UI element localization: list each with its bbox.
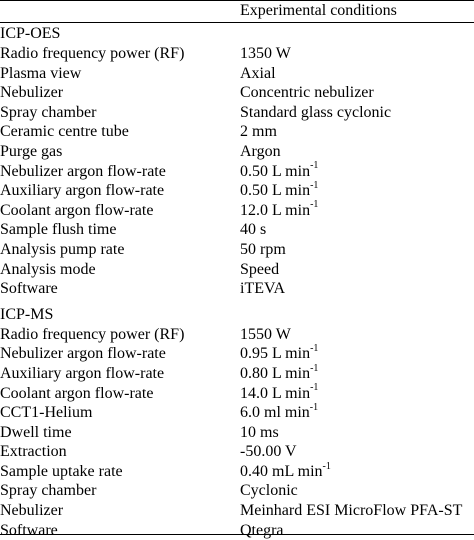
table-row bbox=[0, 344, 474, 364]
value-text: 0.80 L min bbox=[240, 364, 311, 382]
table-row bbox=[0, 403, 474, 423]
value-text: -50.00 V bbox=[240, 443, 297, 461]
value-text: 14.0 L min bbox=[240, 384, 311, 402]
parameter-value bbox=[240, 364, 318, 384]
value-text: 1550 W bbox=[240, 325, 291, 343]
table-row bbox=[0, 364, 474, 384]
table-row bbox=[0, 442, 474, 462]
table-row bbox=[0, 201, 474, 221]
table-row bbox=[0, 423, 474, 443]
parameter-value bbox=[240, 103, 391, 123]
value-text: 0.50 L min bbox=[240, 182, 311, 200]
value-text: Axial bbox=[240, 64, 276, 82]
parameter-name: Analysis pump rate bbox=[0, 240, 125, 258]
parameter-name: Software bbox=[0, 521, 58, 539]
unit-exponent: -1 bbox=[310, 160, 319, 172]
value-text: 0.40 mL min bbox=[240, 462, 323, 480]
table-row bbox=[0, 142, 474, 162]
parameter-name: Spray chamber bbox=[0, 103, 97, 121]
value-text: 50 rpm bbox=[240, 240, 286, 258]
unit-exponent: -1 bbox=[310, 342, 319, 354]
parameter-name: Sample flush time bbox=[0, 221, 117, 239]
table-row bbox=[0, 103, 474, 123]
table-row bbox=[0, 181, 474, 201]
parameter-name: Radio frequency power (RF) bbox=[0, 45, 185, 62]
table-row bbox=[0, 325, 474, 345]
value-text: Meinhard ESI MicroFlow PFA-ST bbox=[240, 502, 463, 520]
parameter-name: Radio frequency power (RF) bbox=[0, 325, 185, 343]
table-row bbox=[0, 44, 474, 64]
parameter-name: Ceramic centre tube bbox=[0, 123, 129, 141]
parameter-name: Nebulizer argon flow-rate bbox=[0, 345, 166, 363]
unit-exponent: -1 bbox=[322, 460, 331, 472]
parameter-name: Plasma view bbox=[0, 64, 82, 82]
parameter-value bbox=[240, 521, 284, 540]
parameter-value bbox=[240, 403, 318, 423]
value-text: Qtegra bbox=[240, 521, 284, 539]
parameter-name: Coolant argon flow-rate bbox=[0, 384, 154, 402]
parameter-name: Nebulizer bbox=[0, 502, 64, 520]
parameter-value bbox=[240, 122, 277, 142]
table-row bbox=[0, 64, 474, 84]
table-row bbox=[0, 260, 474, 280]
parameter-value bbox=[240, 44, 291, 64]
parameter-name: Dwell time bbox=[0, 423, 72, 441]
table-row bbox=[0, 481, 474, 501]
parameter-name: Coolant argon flow-rate bbox=[0, 201, 154, 219]
parameter-value bbox=[240, 501, 462, 521]
value-text: Argon bbox=[240, 142, 281, 160]
section-title-row bbox=[0, 24, 474, 44]
value-text: 10 ms bbox=[240, 423, 279, 441]
parameter-value bbox=[240, 64, 276, 84]
table-header-rule bbox=[0, 22, 474, 23]
parameter-name: Auxiliary argon flow-rate bbox=[0, 182, 165, 200]
conditions-table bbox=[0, 24, 474, 540]
unit-exponent: -1 bbox=[309, 401, 319, 413]
parameter-name: CCT1-Helium bbox=[0, 404, 93, 422]
value-text: Standard glass cyclonic bbox=[240, 103, 392, 121]
parameter-name: Extraction bbox=[0, 443, 67, 461]
section-title-row bbox=[0, 305, 474, 325]
parameter-name: Software bbox=[0, 280, 58, 298]
parameter-value bbox=[240, 83, 374, 103]
value-text: Concentric nebulizer bbox=[240, 84, 374, 102]
unit-exponent: -1 bbox=[310, 199, 319, 211]
parameter-value bbox=[240, 240, 286, 260]
parameter-value bbox=[240, 201, 318, 221]
table-row bbox=[0, 162, 474, 182]
parameter-value bbox=[240, 442, 297, 462]
parameter-value bbox=[240, 220, 266, 240]
parameter-value bbox=[240, 325, 291, 345]
parameter-name: Analysis mode bbox=[0, 260, 96, 278]
table-row bbox=[0, 279, 474, 299]
table-row bbox=[0, 122, 474, 142]
parameter-name: Purge gas bbox=[0, 142, 63, 160]
parameter-value bbox=[240, 279, 285, 299]
parameter-value bbox=[240, 423, 279, 443]
value-text: 2 mm bbox=[240, 123, 277, 141]
parameter-value bbox=[240, 181, 318, 201]
parameter-name: Spray chamber bbox=[0, 482, 97, 500]
value-text: 40 s bbox=[240, 221, 267, 239]
parameter-value bbox=[240, 384, 318, 404]
parameter-value bbox=[240, 481, 298, 501]
table-row bbox=[0, 521, 474, 540]
parameter-value bbox=[240, 462, 331, 482]
parameter-name: Nebulizer bbox=[0, 84, 64, 102]
parameter-name: Sample uptake rate bbox=[0, 462, 123, 480]
table-row bbox=[0, 240, 474, 260]
table-row bbox=[0, 462, 474, 482]
table-row bbox=[0, 384, 474, 404]
column-header-conditions: Experimental conditions bbox=[240, 2, 397, 19]
value-text: Cyclonic bbox=[240, 482, 298, 500]
value-text: iTEVA bbox=[240, 280, 286, 298]
table-row bbox=[0, 220, 474, 240]
value-text: Speed bbox=[240, 260, 280, 278]
parameter-name: Auxiliary argon flow-rate bbox=[0, 364, 165, 382]
unit-exponent: -1 bbox=[310, 179, 319, 191]
parameter-name: Nebulizer argon flow-rate bbox=[0, 162, 166, 180]
parameter-value bbox=[240, 142, 281, 162]
section-title: ICP-OES bbox=[0, 25, 61, 42]
value-text: 0.95 L min bbox=[240, 345, 311, 363]
value-text: 0.50 L min bbox=[240, 162, 311, 180]
section-title: ICP-MS bbox=[0, 305, 54, 323]
parameter-value bbox=[240, 260, 279, 280]
value-text: 1350 W bbox=[240, 45, 291, 62]
value-text: 12.0 L min bbox=[240, 201, 311, 219]
unit-exponent: -1 bbox=[310, 362, 319, 374]
unit-exponent: -1 bbox=[310, 382, 319, 394]
parameter-value bbox=[240, 162, 318, 182]
table-top-rule bbox=[0, 0, 474, 1]
value-text: 6.0 ml min bbox=[240, 404, 310, 422]
table-row bbox=[0, 501, 474, 521]
parameter-value bbox=[240, 344, 318, 364]
table-row bbox=[0, 83, 474, 103]
